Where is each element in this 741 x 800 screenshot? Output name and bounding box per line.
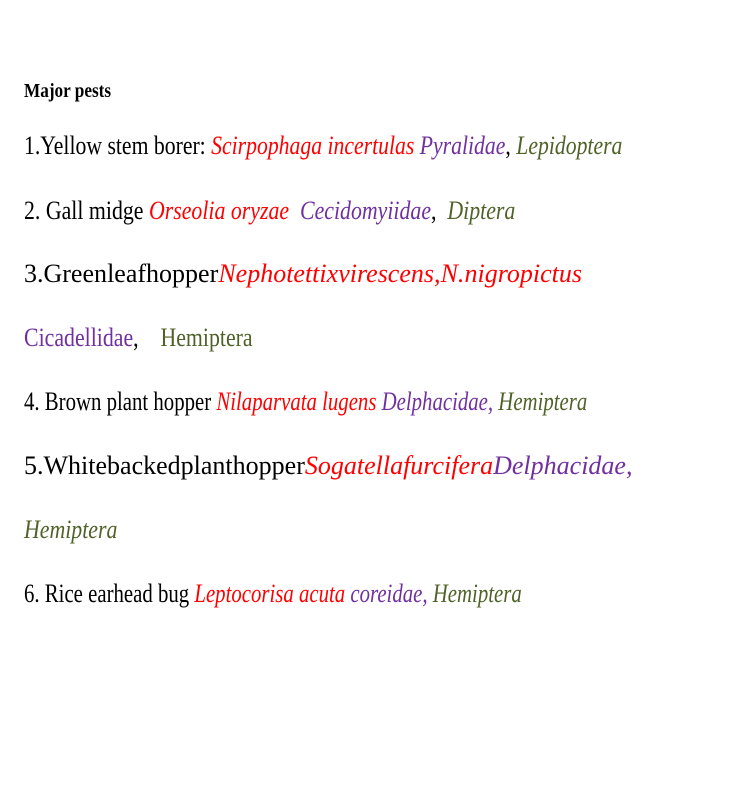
pest-5-scientific-species: furcifera bbox=[403, 451, 494, 480]
pest-5-family: Delphacidae, bbox=[493, 451, 633, 480]
pest-2-family: Cecidomyiidae bbox=[300, 196, 432, 225]
pest-4-common-name: 4. Brown plant hopper bbox=[24, 387, 217, 416]
pest-3-order: Hemiptera bbox=[160, 323, 253, 352]
pest-6-family: coreidae, bbox=[350, 579, 428, 608]
pest-item-5 bbox=[24, 450, 633, 482]
pest-6-scientific-name: Leptocorisa acuta bbox=[194, 579, 346, 608]
pest-3-separator: , bbox=[133, 323, 139, 352]
pest-5-scientific-genus: Sogatella bbox=[304, 451, 404, 480]
pest-6-order: Hemiptera bbox=[432, 579, 522, 608]
pest-item-4 bbox=[24, 386, 588, 418]
pest-5-order: Hemiptera bbox=[24, 515, 118, 544]
pest-5-common-name-part1: 5.White bbox=[24, 451, 108, 480]
pest-2-separator: , bbox=[431, 196, 437, 225]
pest-item-3-continued bbox=[24, 322, 582, 354]
heading-major-pests: Major pests bbox=[24, 80, 112, 102]
pest-1-scientific-name: Scirpophaga incertulas bbox=[211, 131, 415, 160]
pest-3-scientific-species: virescens, bbox=[338, 259, 441, 288]
pest-1-common-name: 1.Yellow stem borer: bbox=[24, 131, 212, 160]
pest-item-5-continued bbox=[24, 514, 582, 546]
pest-4-order: Hemiptera bbox=[498, 387, 588, 416]
pest-1-order: Lepidoptera bbox=[516, 131, 623, 160]
pest-5-common-name-part2: backed bbox=[107, 451, 181, 480]
pest-3-common-name-part1: 3.Green bbox=[24, 259, 108, 288]
pest-item-6 bbox=[24, 578, 582, 610]
pest-3-scientific-species-2: nigropictus bbox=[464, 259, 582, 288]
pest-2-scientific-name: Orseolia oryzae bbox=[148, 196, 290, 225]
pest-3-scientific-abbrev: N. bbox=[440, 259, 465, 288]
pest-4-family: Delphacidae, bbox=[381, 387, 494, 416]
pest-5-common-name-part3: plant bbox=[180, 451, 233, 480]
pest-item-3 bbox=[24, 258, 582, 290]
pest-3-scientific-genus: Nephotettix bbox=[218, 259, 339, 288]
pest-2-order: Diptera bbox=[447, 196, 516, 225]
pest-item-1 bbox=[24, 130, 623, 162]
pest-1-family: Pyralidae bbox=[419, 131, 506, 160]
pest-6-common-name: 6. Rice earhead bug bbox=[24, 579, 195, 608]
pest-item-2 bbox=[24, 195, 582, 227]
pest-1-separator: , bbox=[505, 131, 517, 160]
pest-3-family: Cicadellidae bbox=[24, 323, 134, 352]
pest-5-common-name-part4: hopper bbox=[232, 451, 305, 480]
pest-2-common-name: 2. Gall midge bbox=[24, 196, 149, 225]
pest-4-scientific-name: Nilaparvata lugens bbox=[216, 387, 377, 416]
pest-3-common-name-part2: leafhopper bbox=[107, 259, 219, 288]
